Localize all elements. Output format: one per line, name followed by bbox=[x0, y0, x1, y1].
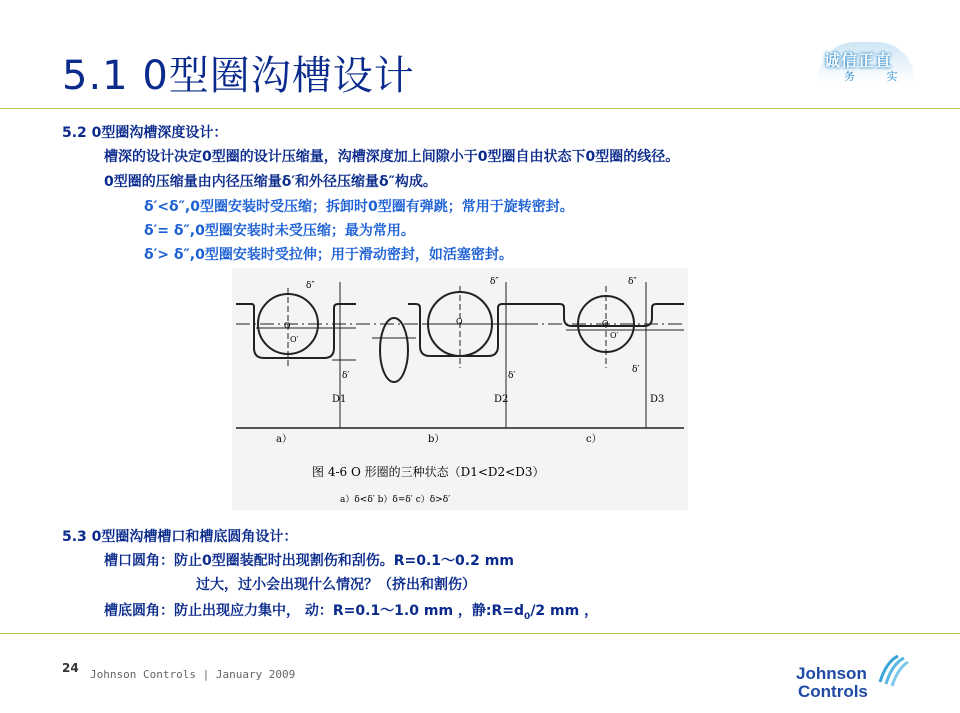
oring-diagram bbox=[232, 268, 688, 510]
section-corner-line3-sub: 0 bbox=[524, 611, 531, 622]
section-corner-line1: 槽口圆角：防止0型圈装配时出现割伤和刮伤。R=0.1～0.2 mm bbox=[104, 553, 514, 569]
section-corner-line2: 过大，过小会出现什么情况？（挤出和割伤） bbox=[196, 577, 476, 593]
state-b bbox=[408, 277, 532, 445]
free-oring-ellipse bbox=[380, 318, 408, 382]
oring-figure bbox=[232, 268, 688, 510]
motto-logo-main: 诚信正直 bbox=[824, 51, 893, 70]
case-compressed: δ′<δ″,0型圈安装时受压缩；拆卸时0型圈有弹跳；常用于旋转密封。 bbox=[144, 199, 574, 215]
page-number: 24 bbox=[62, 661, 79, 675]
figure-caption: 图 4-6 O 形圈的三种状态（D1<D2<D3） bbox=[312, 465, 545, 479]
motto-logo-sub: 务 实 bbox=[844, 70, 912, 83]
d3-label: D3 bbox=[650, 394, 665, 405]
section-corner-line3-main: 槽底圆角：防止出现应力集中， 动：R=0.1～1.0 mm ，静:R=d bbox=[104, 603, 525, 619]
o-a: O bbox=[284, 321, 291, 330]
label-c: c） bbox=[586, 434, 602, 445]
delta-pp-c: δ″ bbox=[628, 277, 637, 287]
op-c: O′ bbox=[610, 331, 619, 340]
figure-subcaption: a）δ<δ′ b）δ=δ′ c）δ>δ′ bbox=[340, 495, 451, 505]
op-a: O′ bbox=[290, 335, 299, 344]
label-b: b） bbox=[428, 434, 445, 445]
delta-p-a: δ′ bbox=[342, 371, 350, 381]
label-a: a） bbox=[276, 434, 292, 445]
section-corner-line3-end: /2 mm ， bbox=[530, 603, 599, 619]
header-divider bbox=[0, 108, 960, 109]
section-corner-line3 bbox=[104, 600, 598, 622]
o-c: O bbox=[602, 319, 609, 328]
logo-word-controls: Controls bbox=[798, 682, 868, 701]
o-b: O bbox=[456, 317, 463, 326]
delta-pp-a: δ″ bbox=[306, 281, 315, 291]
footer-text: Johnson Controls | January 2009 bbox=[90, 668, 296, 681]
section-depth-line1: 槽深的设计决定0型圈的设计压缩量，沟槽深度加上间隙小于0型圈自由状态下0型圈的线径。 bbox=[104, 149, 680, 165]
delta-p-b: δ′ bbox=[508, 371, 516, 381]
case-equal: δ′= δ″,0型圈安装时未受压缩；最为常用。 bbox=[144, 223, 415, 239]
case-stretched: δ′> δ″,0型圈安装时受拉伸；用于滑动密封，如活塞密封。 bbox=[144, 247, 513, 263]
delta-pp-b: δ″ bbox=[490, 277, 499, 287]
section-depth-line2: 0型圈的压缩量由内径压缩量δ′和外径压缩量δ″构成。 bbox=[104, 174, 437, 190]
section-depth-heading: 5.2 0型圈沟槽深度设计： bbox=[62, 125, 228, 141]
motto-logo bbox=[818, 42, 914, 86]
d1-label: D1 bbox=[332, 394, 347, 405]
swoosh-icon bbox=[876, 652, 912, 692]
delta-p-c: δ′ bbox=[632, 365, 640, 375]
state-a bbox=[236, 281, 356, 445]
footer-divider bbox=[0, 633, 960, 634]
d2-label: D2 bbox=[494, 394, 509, 405]
logo-word-johnson: Johnson bbox=[796, 664, 867, 683]
section-corner-heading: 5.3 0型圈沟槽槽口和槽底圆角设计： bbox=[62, 529, 298, 545]
state-c bbox=[532, 277, 684, 445]
page-title: 5.1 0型圈沟槽设计 bbox=[62, 53, 415, 99]
